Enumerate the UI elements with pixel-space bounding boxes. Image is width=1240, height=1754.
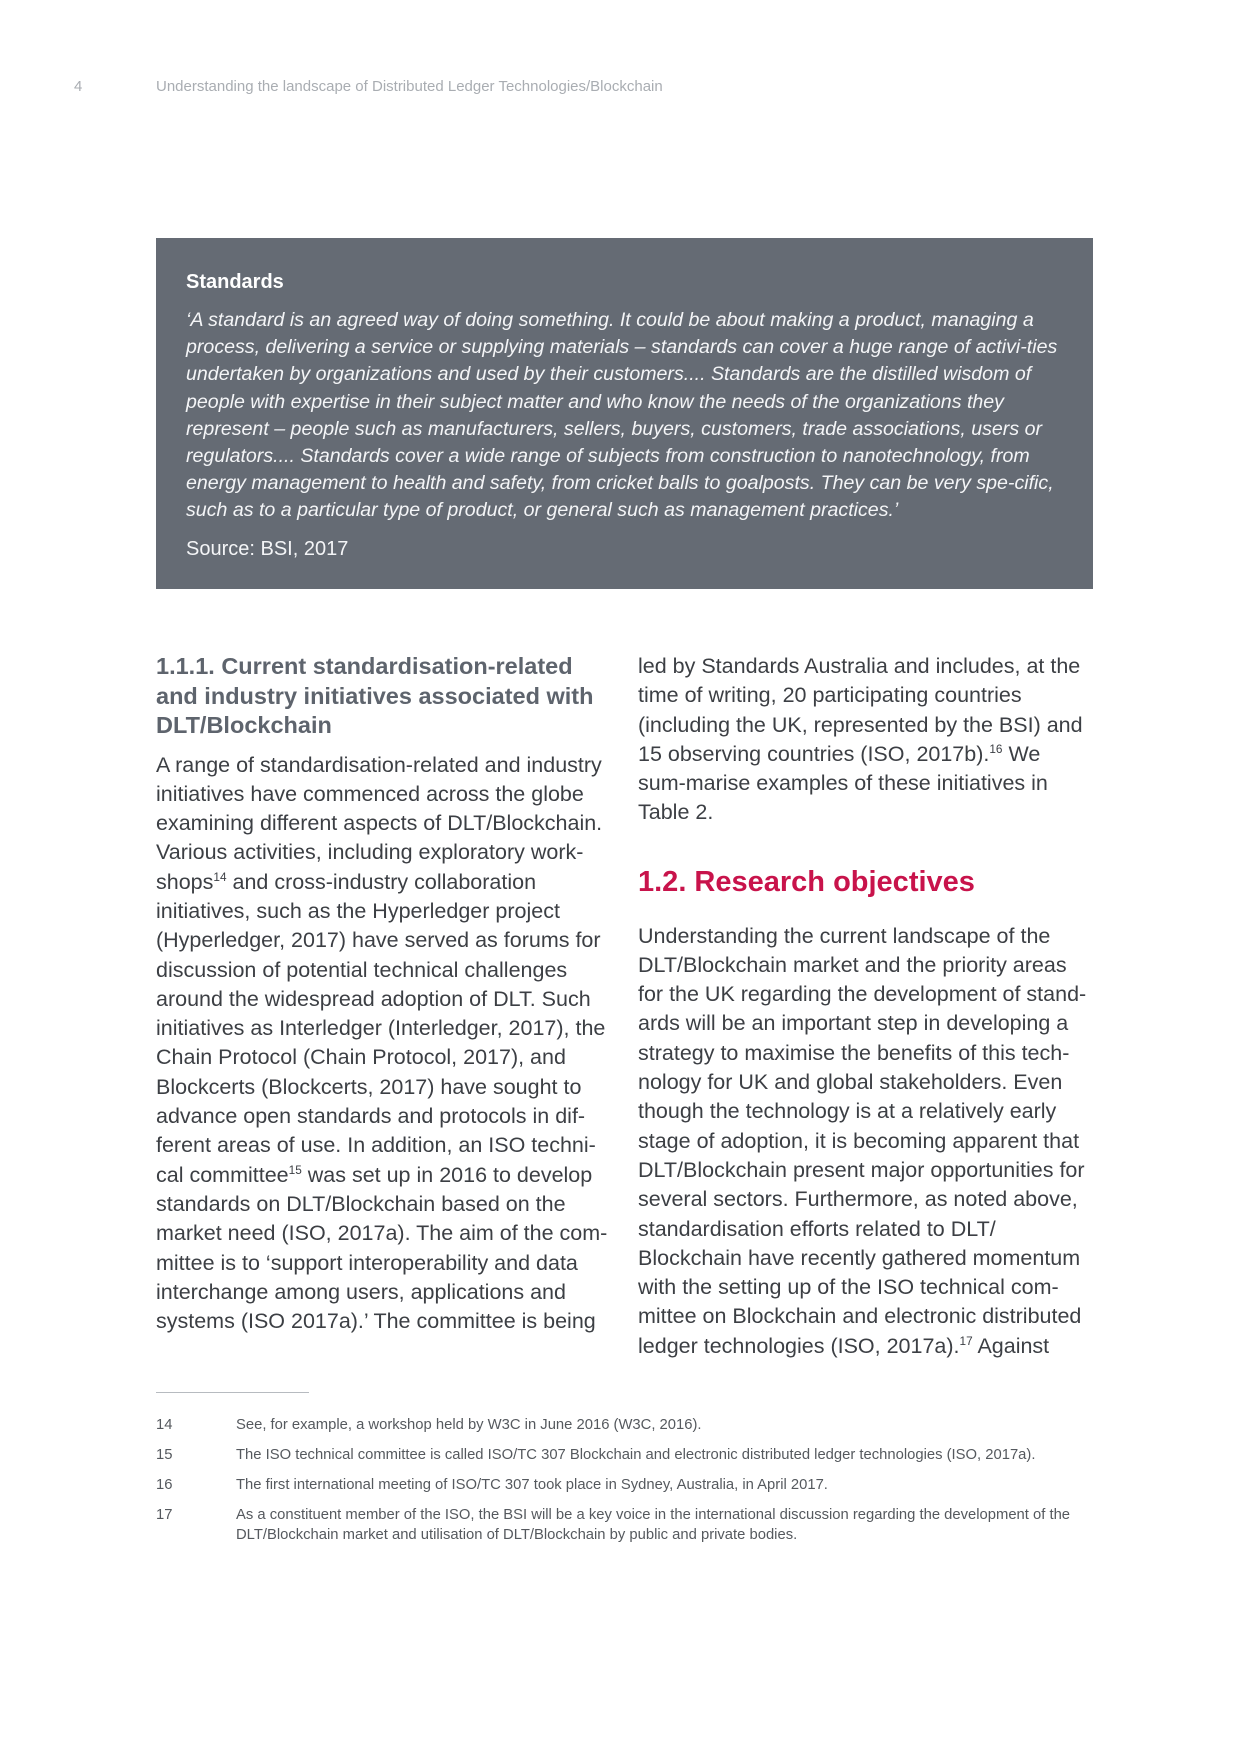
footnote-ref-16[interactable]: 16 bbox=[989, 741, 1003, 756]
right-column-paragraph-2 bbox=[638, 922, 1093, 1361]
paragraph-text: and cross-industry collaboration initiatives, such as the Hyperledger project (Hyperledger, 2017) have served as forums for discussion of potential technical challenges around the widespread adoption of DLT. Such initiatives as Interledger (Interledger, 2017), the Chain Protocol (Chain Protocol, 2017), and Blockcerts (Blockcerts, 2017) have sought to advance open standards and protocols in dif-ferent areas of use. In addition, an ISO techni-cal committee bbox=[156, 869, 606, 1187]
quote-box-title: Standards bbox=[186, 271, 284, 293]
quote-box-text: ‘A standard is an agreed way of doing something. It could be about making a product, managing a process, delivering a service or supplying materials – standards can cover a huge range of activi-ties undertaken by organizations and used by their customers.... Standards are the distilled wisdom of people with expertise in their subject matter and who know the needs of the organizations they represent – people such as manufacturers, sellers, buyers, customers, trade associations, users or regulators.... Standards cover a wide range of subjects from construction to nanotechnology, from energy management to health and safety, from cricket balls to goalposts. They can be very spe-cific, such as to a particular type of product, or general such as management practices.’ bbox=[186, 309, 1058, 522]
paragraph-text: was set up in 2016 to develop standards on DLT/Blockchain based on the market need (ISO, 2017a). The aim of the com-mittee is to ‘support interoperability and data interchange among users, applications and systems (ISO 2017a).’ The committee is being bbox=[156, 1162, 608, 1334]
footnote-text: As a constituent member of the ISO, the BSI will be a key voice in the international discussion regarding the development of the DLT/Blockchain market and utilisation of DLT/Blockchain by public and private bodies. bbox=[236, 1507, 1071, 1543]
footnote-number: 15 bbox=[156, 1447, 173, 1463]
page-number: 4 bbox=[74, 78, 83, 95]
footnote-number: 17 bbox=[156, 1507, 173, 1523]
footnote-ref-17[interactable]: 17 bbox=[959, 1333, 973, 1348]
subsection-heading-1-1-1: 1.1.1. Current standardisation-related and industry initiatives associated with DLT/Blockchain bbox=[156, 653, 594, 738]
paragraph-text: We sum-marise examples of these initiatives in Table 2. bbox=[638, 741, 1048, 825]
footnote-number: 16 bbox=[156, 1477, 173, 1493]
footnote-text: See, for example, a workshop held by W3C in June 2016 (W3C, 2016). bbox=[236, 1417, 702, 1433]
footnote-item bbox=[156, 1415, 1076, 1435]
left-column-paragraph bbox=[156, 751, 611, 1337]
footnote-text: The ISO technical committee is called ISO/TC 307 Blockchain and electronic distributed ledger technologies (ISO, 2017a). bbox=[236, 1447, 1036, 1463]
footnote-item bbox=[156, 1505, 1076, 1545]
footnote-number: 14 bbox=[156, 1417, 173, 1433]
section-heading-1-2: 1.2. Research objectives bbox=[638, 865, 975, 898]
paragraph-text: Against bbox=[972, 1333, 1050, 1358]
right-column bbox=[638, 652, 1093, 1361]
footnote-ref-14[interactable]: 14 bbox=[213, 869, 227, 884]
footnote-item bbox=[156, 1475, 1076, 1495]
paragraph-text: A range of standardisation-related and industry initiatives have commenced across the globe examining different aspects of DLT/Blockchain. Various activities, including exploratory work-shops bbox=[156, 752, 603, 894]
right-column-paragraph-1 bbox=[638, 652, 1093, 828]
standards-quote-box bbox=[156, 238, 1093, 589]
paragraph-text: led by Standards Australia and includes, at the time of writing, 20 participating countries (including the UK, represented by the BSI) and 15 observing countries (ISO, 2017b). bbox=[638, 654, 1083, 766]
footnote-ref-15[interactable]: 15 bbox=[288, 1162, 302, 1177]
footnotes bbox=[156, 1415, 1076, 1555]
paragraph-text: Understanding the current landscape of the DLT/Blockchain market and the priority areas for the UK regarding the development of stand-ards will be an important step in developing a strategy to maximise the benefits of this tech-nology for UK and global stakeholders. Even though the technology is at a relatively early stage of adoption, it is becoming apparent that DLT/Blockchain present major opportunities for several sectors. Furthermore, as noted above, standardisation efforts related to DLT/ Blockchain have recently gathered momentum with the setting up of the ISO technical com-mittee on Blockchain and electronic distributed ledger technologies (ISO, 2017a). bbox=[638, 923, 1087, 1358]
footnote-text: The first international meeting of ISO/TC 307 took place in Sydney, Australia, in April 2017. bbox=[236, 1477, 828, 1493]
footnote-divider bbox=[156, 1392, 309, 1393]
quote-box-source: Source: BSI, 2017 bbox=[186, 537, 349, 560]
footnote-item bbox=[156, 1445, 1076, 1465]
running-header-title: Understanding the landscape of Distributed Ledger Technologies/Blockchain bbox=[156, 78, 663, 95]
left-column bbox=[156, 652, 611, 1336]
